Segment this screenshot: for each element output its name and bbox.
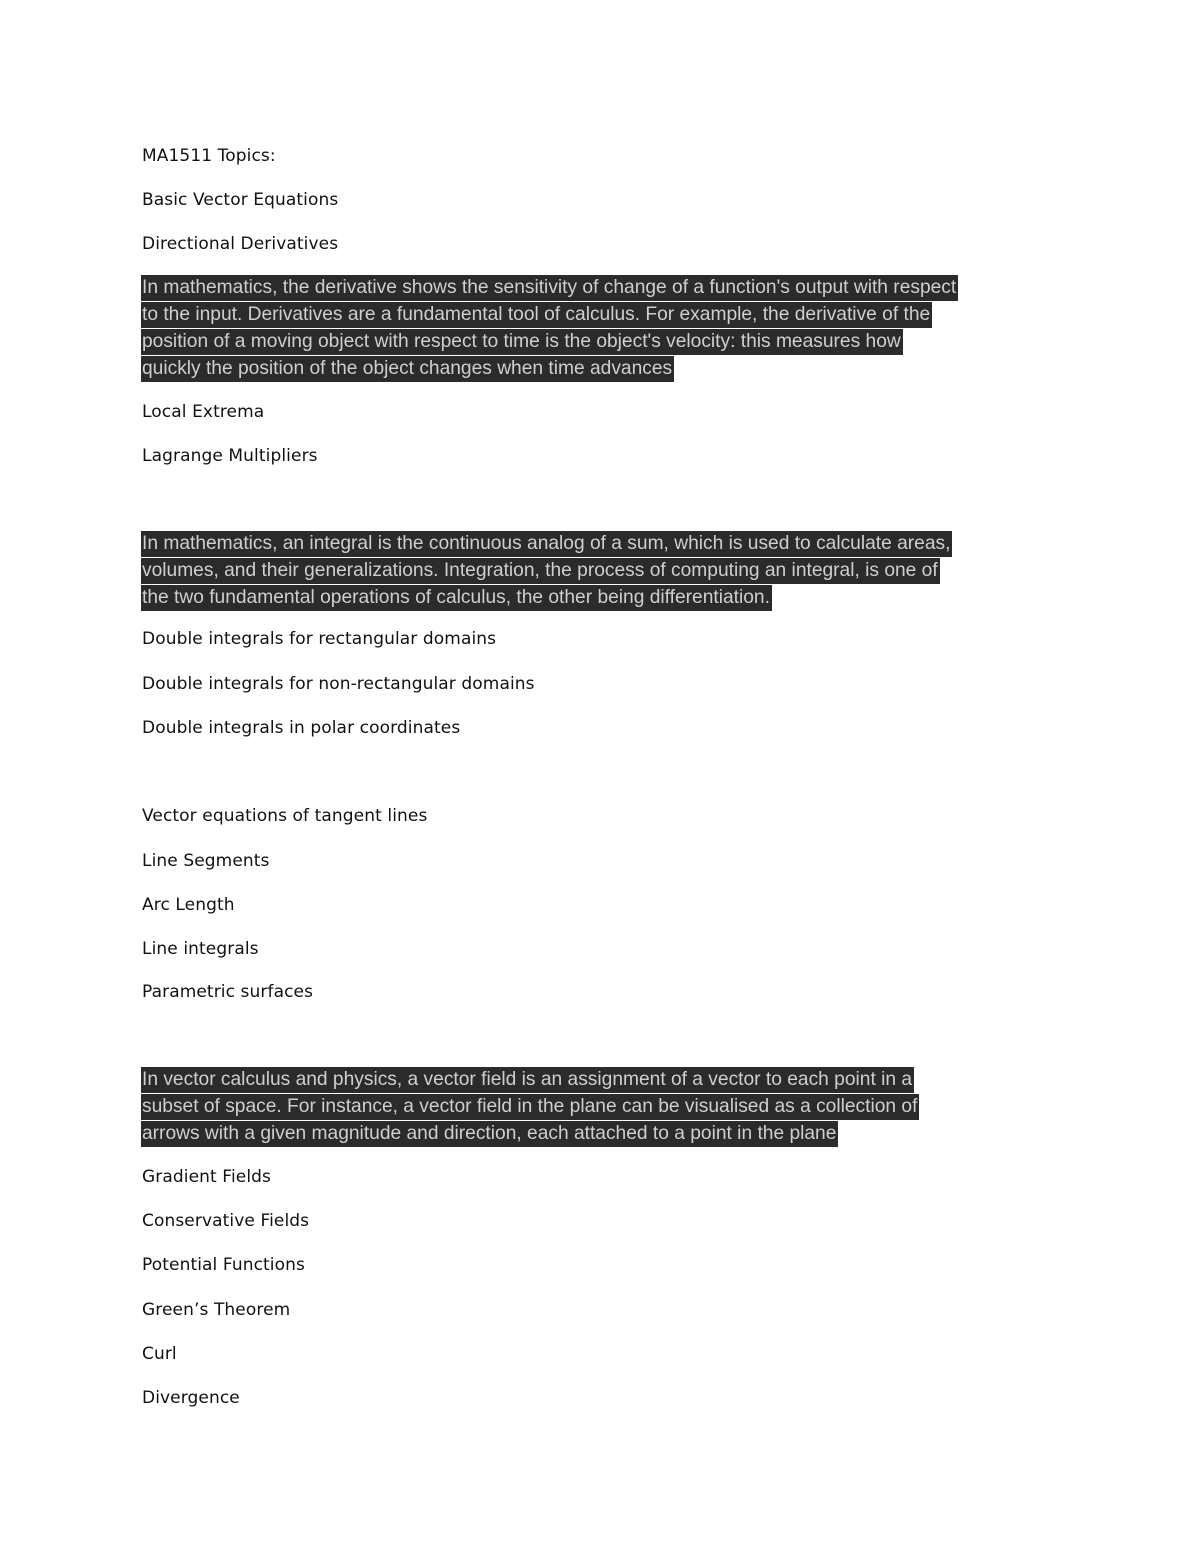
- highlight-line: In mathematics, the derivative shows the sensitivity of change of a function's output with respect: [141, 274, 1058, 301]
- topic-double-integrals-rectangular: Double integrals for rectangular domains: [142, 629, 497, 649]
- highlighted-integral-definition: [141, 530, 1058, 611]
- highlight-line: position of a moving object with respect to time is the object's velocity: this measures how: [141, 328, 1058, 355]
- highlight-line: subset of space. For instance, a vector field in the plane can be visualised as a collection of: [141, 1093, 1058, 1120]
- topic-arc-length: Arc Length: [142, 895, 235, 915]
- topic-double-integrals-polar: Double integrals in polar coordinates: [142, 718, 461, 738]
- highlighted-vector-field-definition: [141, 1066, 1058, 1147]
- topic-line-segments: Line Segments: [142, 851, 270, 871]
- highlight-line: In vector calculus and physics, a vector field is an assignment of a vector to each point in a: [141, 1066, 1058, 1093]
- topic-line-integrals: Line integrals: [142, 939, 259, 959]
- topic-local-extrema: Local Extrema: [142, 402, 265, 422]
- highlight-line: volumes, and their generalizations. Integration, the process of computing an integral, is one of: [141, 557, 1058, 584]
- topic-potential-functions: Potential Functions: [142, 1255, 305, 1275]
- topic-conservative-fields: Conservative Fields: [142, 1211, 310, 1231]
- highlight-line: the two fundamental operations of calculus, the other being differentiation.: [141, 584, 1058, 611]
- topic-lagrange-multipliers: Lagrange Multipliers: [142, 446, 318, 466]
- topic-greens-theorem: Green’s Theorem: [142, 1300, 291, 1320]
- topic-parametric-surfaces: Parametric surfaces: [142, 982, 314, 1002]
- topic-curl: Curl: [142, 1344, 177, 1364]
- topic-divergence: Divergence: [142, 1388, 240, 1408]
- topic-gradient-fields: Gradient Fields: [142, 1167, 271, 1187]
- topic-double-integrals-non-rectangular: Double integrals for non-rectangular domains: [142, 674, 535, 694]
- highlighted-derivative-definition: [141, 274, 1058, 382]
- highlight-line: arrows with a given magnitude and direction, each attached to a point in the plane: [141, 1120, 1058, 1147]
- highlight-line: to the input. Derivatives are a fundamental tool of calculus. For example, the derivative of the: [141, 301, 1058, 328]
- highlight-line: quickly the position of the object changes when time advances: [141, 355, 1058, 382]
- highlight-line: In mathematics, an integral is the continuous analog of a sum, which is used to calculate areas,: [141, 530, 1058, 557]
- topic-directional-derivatives: Directional Derivatives: [142, 234, 339, 254]
- topic-basic-vector-equations: Basic Vector Equations: [142, 190, 339, 210]
- document-title: MA1511 Topics:: [142, 146, 276, 166]
- topic-vector-equations-tangent-lines: Vector equations of tangent lines: [142, 806, 428, 826]
